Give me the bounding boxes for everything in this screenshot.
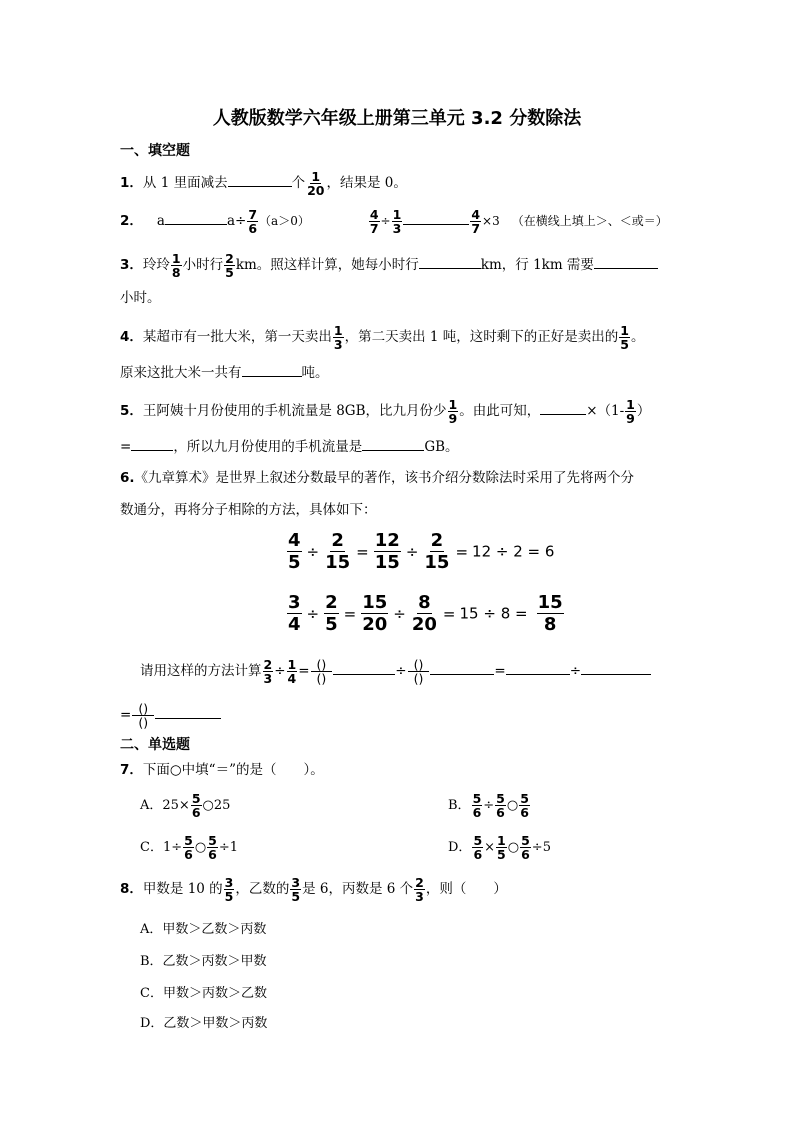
question-text: GB。 (424, 439, 459, 455)
paren-fraction-blank[interactable]: $\frac{()}{()}$ (408, 658, 430, 685)
option-d[interactable]: D．乙数＞甲数＞丙数 (140, 1016, 268, 1031)
question-number: 7． (120, 762, 143, 778)
answer-blank[interactable] (430, 660, 494, 675)
fraction: $\frac{5}{6}$ (496, 791, 505, 820)
answer-blank[interactable] (419, 254, 481, 269)
answer-blank[interactable] (506, 660, 570, 675)
question-text: 请用这样的方法计算 (140, 663, 262, 679)
question-6 (120, 468, 634, 488)
question-text: 《九章算术》是世界上叙述分数最早的著作，该书介绍分数除法时采用了先将两个分 (134, 470, 635, 486)
page-title: 人教版数学六年级上册第三单元 3.2 分数除法 (212, 108, 582, 129)
question-6-task-continuation (120, 702, 221, 729)
answer-blank[interactable] (131, 436, 173, 451)
question-text: 小时行 (182, 257, 224, 273)
question-number: 8． (120, 881, 143, 897)
question-text: ×3 (482, 214, 500, 228)
answer-blank[interactable] (403, 210, 469, 225)
fraction: $\frac{15}{20}$ (362, 592, 388, 635)
fraction: $\frac{1}{3}$ (333, 323, 343, 352)
fraction: $\frac{1}{5}$ (620, 323, 629, 352)
question-text: ） (636, 403, 651, 419)
option-text: ○25 (202, 798, 231, 813)
fraction: $\frac{1}{20}$ (307, 169, 325, 198)
fraction: $\frac{3}{5}$ (224, 875, 234, 904)
fraction: $\frac{5}{6}$ (208, 833, 217, 862)
question-number: 4． (120, 329, 143, 345)
question-text: 。 (630, 329, 645, 345)
fraction: $\frac{2}{15}$ (325, 530, 351, 573)
question-text: ，结果是 0。 (326, 175, 407, 191)
section-heading-choice: 二、单选题 (120, 737, 190, 753)
paren-fraction-blank[interactable]: $\frac{()}{()}$ (311, 658, 333, 685)
option-label: A． (140, 798, 163, 813)
question-text: ×（1- (586, 403, 625, 419)
option-label: D． (448, 840, 472, 855)
question-text: ，乙数的 (235, 881, 290, 897)
option-a[interactable] (140, 792, 230, 819)
answer-blank[interactable] (165, 210, 227, 225)
option-c[interactable] (140, 834, 238, 861)
question-text: 某超市有一批大米，第一天卖出 (142, 329, 332, 345)
question-5-continuation (120, 436, 459, 457)
question-text: 个 (291, 175, 306, 191)
question-text: （在横线上填上＞、＜或＝） (511, 214, 668, 228)
option-b[interactable] (448, 792, 531, 819)
question-text: 从 1 里面减去 (142, 175, 228, 191)
question-number: 1． (120, 175, 143, 191)
fraction: $\frac{1}{4}$ (287, 657, 297, 686)
fraction: $\frac{1}{5}$ (497, 833, 506, 862)
question-text: km。照这样计算，她每小时行 (235, 257, 419, 273)
question-number: 2． (120, 213, 143, 229)
equation-middle: 15 ÷ 8 = (459, 604, 528, 623)
question-5 (120, 398, 650, 425)
question-4-continuation (120, 362, 329, 383)
option-label: C． (140, 840, 163, 855)
fraction: $\frac{5}{6}$ (473, 833, 483, 862)
fraction: $\frac{2}{3}$ (263, 657, 273, 686)
question-text: = (120, 439, 132, 455)
option-text: ÷1 (218, 840, 239, 855)
answer-blank[interactable] (362, 436, 424, 451)
question-text: a÷ (226, 213, 247, 229)
option-a[interactable]: A．甲数＞乙数＞丙数 (140, 922, 267, 937)
fraction: $\frac{4}{5}$ (288, 530, 301, 573)
option-label: B． (448, 798, 471, 813)
section-heading-fill: 一、填空题 (120, 143, 190, 159)
answer-blank[interactable] (540, 400, 586, 415)
question-number: 3． (120, 257, 143, 273)
question-3 (120, 252, 658, 279)
question-text: 下面○中填“＝”的是（ ）。 (142, 762, 324, 778)
fraction: $\frac{2}{5}$ (225, 251, 234, 280)
fraction: $\frac{12}{15}$ (374, 530, 400, 573)
fraction: $\frac{3}{4}$ (288, 592, 301, 635)
fraction: $\frac{5}{6}$ (520, 791, 529, 820)
fraction: $\frac{2}{5}$ (325, 592, 338, 635)
question-number: 6. (120, 470, 135, 486)
fraction: $\frac{5}{6}$ (184, 833, 193, 862)
fraction: $\frac{2}{3}$ (415, 875, 424, 904)
fraction: $\frac{1}{9}$ (448, 397, 458, 426)
option-text: 25× (162, 798, 190, 813)
option-text: ÷5 (531, 840, 551, 855)
answer-blank[interactable] (242, 362, 302, 377)
fraction: $\frac{3}{5}$ (291, 875, 301, 904)
example-equation-2: $\frac{3}{4}$ ÷ $\frac{2}{5}$ = $\frac{15}{20}$ ÷ $\frac{8}{20}$ = 15 ÷ 8 = $\frac{15}{8}$ (288, 592, 563, 635)
operator: ÷ (395, 663, 407, 679)
paren-fraction-blank[interactable]: $\frac{()}{()}$ (132, 702, 154, 729)
fraction: $\frac{1}{3}$ (392, 207, 402, 236)
option-b[interactable]: B．乙数＞丙数＞甲数 (140, 954, 267, 969)
fraction: $\frac{5}{6}$ (521, 833, 530, 862)
fraction: $\frac{5}{6}$ (191, 791, 201, 820)
fraction: $\frac{5}{6}$ (472, 791, 482, 820)
question-2 (120, 208, 668, 235)
operator: = (494, 663, 506, 679)
question-7 (120, 760, 324, 780)
question-text: 。由此可知， (459, 403, 541, 419)
question-text: ，第二天卖出 1 吨，这时剩下的正好是卖出的 (344, 329, 619, 345)
question-text: ，所以九月份使用的手机流量是 (173, 439, 363, 455)
answer-blank[interactable] (155, 704, 221, 719)
operator: ÷ (274, 663, 286, 679)
fraction: $\frac{4}{7}$ (369, 207, 379, 236)
fraction: $\frac{7}{6}$ (248, 207, 258, 236)
question-3-continuation: 小时。 (120, 290, 161, 306)
answer-blank[interactable] (333, 660, 395, 675)
compare-circle: ○ (506, 798, 519, 813)
operator: = (120, 707, 132, 723)
question-6-task (140, 658, 651, 685)
example-equation-1: $\frac{4}{5}$ ÷ $\frac{2}{15}$ = $\frac{12}{15}$ ÷ $\frac{2}{15}$ = 12 ÷ 2 = 6 (288, 530, 555, 573)
question-text: 甲数是 10 的 (142, 881, 223, 897)
question-text: 是 6，丙数是 6 个 (302, 881, 414, 897)
question-text: a (156, 213, 165, 229)
fraction: $\frac{8}{20}$ (411, 592, 437, 635)
question-text: 王阿姨十月份使用的手机流量是 8GB，比九月份少 (142, 403, 447, 419)
option-c[interactable]: C．甲数＞丙数＞乙数 (140, 986, 267, 1001)
question-text: 原来这批大米一共有 (120, 365, 242, 381)
fraction: $\frac{15}{8}$ (537, 592, 563, 635)
question-6-continuation: 数通分，再将分子相除的方法，具体如下： (120, 502, 377, 518)
question-text: ，则（ ） (425, 881, 507, 897)
operator: = (298, 663, 310, 679)
option-text: 1÷ (162, 840, 183, 855)
operator: ÷ (483, 798, 495, 813)
question-text: （a＞0） (259, 214, 310, 228)
question-1 (120, 170, 407, 197)
answer-blank[interactable] (228, 172, 292, 187)
operator: ÷ (569, 663, 581, 679)
fraction: $\frac{1}{9}$ (626, 397, 635, 426)
answer-blank[interactable] (594, 254, 658, 269)
question-text: 吨。 (301, 365, 329, 381)
question-4 (120, 324, 644, 351)
fraction: $\frac{4}{7}$ (471, 207, 481, 236)
question-text: 玲玲 (142, 257, 170, 273)
equation-result: 12 ÷ 2 = 6 (472, 542, 555, 561)
option-d[interactable] (448, 834, 551, 861)
question-number: 5． (120, 403, 143, 419)
compare-circle: ○ (194, 840, 207, 855)
compare-circle: ○ (507, 840, 520, 855)
answer-blank[interactable] (581, 660, 651, 675)
fraction: $\frac{1}{8}$ (171, 251, 181, 280)
question-text: km，行 1km 需要 (480, 257, 594, 273)
operator: × (484, 840, 496, 855)
operator: ÷ (380, 214, 391, 228)
fraction: $\frac{2}{15}$ (424, 530, 450, 573)
question-8 (120, 876, 507, 903)
